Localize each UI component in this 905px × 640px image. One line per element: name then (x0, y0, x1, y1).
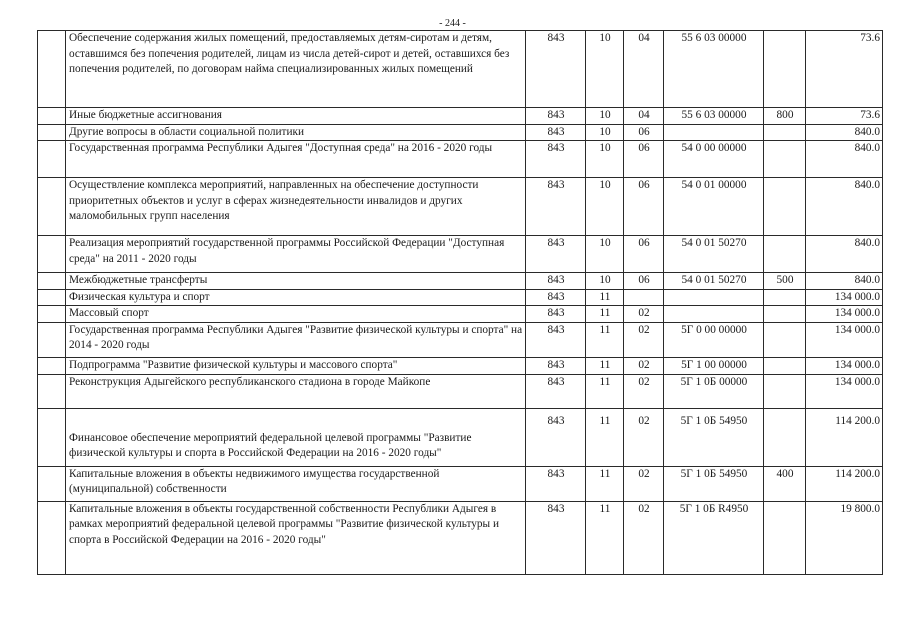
amount: 73.6 (806, 108, 883, 125)
expense-type-code (764, 501, 806, 574)
target-article-code: 5Г 1 0Б R4950 (664, 501, 764, 574)
expense-name: Подпрограмма "Развитие физической культуры и массового спорта" (66, 357, 526, 374)
dept-code: 843 (526, 322, 586, 357)
dept-code: 843 (526, 236, 586, 273)
target-article-code (664, 124, 764, 141)
expense-type-code: 800 (764, 108, 806, 125)
subsection-code: 04 (624, 31, 664, 108)
table-row (38, 178, 883, 236)
section-code: 11 (586, 374, 624, 408)
target-article-code (664, 306, 764, 323)
expense-name: Другие вопросы в области социальной политики (66, 124, 526, 141)
row-marker-cell (38, 108, 66, 125)
subsection-code: 02 (624, 408, 664, 466)
target-article-code: 5Г 1 00 00000 (664, 357, 764, 374)
subsection-code: 02 (624, 306, 664, 323)
expense-type-code (764, 124, 806, 141)
amount: 840.0 (806, 273, 883, 290)
amount: 134 000.0 (806, 357, 883, 374)
amount: 114 200.0 (806, 408, 883, 466)
section-code: 11 (586, 501, 624, 574)
page-number: - 244 - (439, 18, 466, 29)
table-row (38, 124, 883, 141)
table-row (38, 289, 883, 306)
section-code: 10 (586, 273, 624, 290)
dept-code: 843 (526, 273, 586, 290)
expense-type-code (764, 141, 806, 178)
row-marker-cell (38, 273, 66, 290)
amount: 134 000.0 (806, 322, 883, 357)
row-marker-cell (38, 408, 66, 466)
subsection-code: 02 (624, 322, 664, 357)
subsection-code (624, 289, 664, 306)
row-marker-cell (38, 236, 66, 273)
expense-name: Обеспечение содержания жилых помещений, предоставляемых детям-сиротам и детям, оставшимся без попечения родителей, лицам из числа детей-сирот и детей, оставшихся без попечения родителей, по договорам найма специализированных жилых помещений (66, 31, 526, 108)
subsection-code: 02 (624, 466, 664, 501)
dept-code: 843 (526, 374, 586, 408)
expense-name: Физическая культура и спорт (66, 289, 526, 306)
table-row (38, 306, 883, 323)
expense-type-code (764, 178, 806, 236)
amount: 840.0 (806, 236, 883, 273)
subsection-code: 06 (624, 273, 664, 290)
expense-type-code (764, 374, 806, 408)
subsection-code: 02 (624, 501, 664, 574)
target-article-code: 5Г 0 00 00000 (664, 322, 764, 357)
target-article-code: 5Г 1 0Б 00000 (664, 374, 764, 408)
section-code: 11 (586, 289, 624, 306)
dept-code: 843 (526, 141, 586, 178)
table-row (38, 501, 883, 574)
row-marker-cell (38, 501, 66, 574)
target-article-code: 54 0 01 50270 (664, 236, 764, 273)
expense-name: Государственная программа Республики Адыгея "Доступная среда" на 2016 - 2020 годы (66, 141, 526, 178)
dept-code: 843 (526, 357, 586, 374)
target-article-code: 54 0 01 50270 (664, 273, 764, 290)
target-article-code: 5Г 1 0Б 54950 (664, 466, 764, 501)
section-code: 10 (586, 141, 624, 178)
subsection-code: 02 (624, 357, 664, 374)
amount: 134 000.0 (806, 289, 883, 306)
expense-type-code (764, 357, 806, 374)
table-row (38, 273, 883, 290)
expense-name: Межбюджетные трансферты (66, 273, 526, 290)
table-row (38, 357, 883, 374)
amount: 840.0 (806, 124, 883, 141)
amount: 134 000.0 (806, 306, 883, 323)
subsection-code: 06 (624, 178, 664, 236)
dept-code: 843 (526, 289, 586, 306)
expense-type-code: 500 (764, 273, 806, 290)
row-marker-cell (38, 124, 66, 141)
target-article-code: 55 6 03 00000 (664, 31, 764, 108)
dept-code: 843 (526, 408, 586, 466)
subsection-code: 06 (624, 236, 664, 273)
target-article-code (664, 289, 764, 306)
section-code: 10 (586, 236, 624, 273)
amount: 73.6 (806, 31, 883, 108)
table-row (38, 466, 883, 501)
expense-name: Массовый спорт (66, 306, 526, 323)
target-article-code: 54 0 00 00000 (664, 141, 764, 178)
subsection-code: 04 (624, 108, 664, 125)
section-code: 11 (586, 322, 624, 357)
budget-table (37, 30, 883, 575)
subsection-code: 06 (624, 124, 664, 141)
section-code: 10 (586, 178, 624, 236)
section-code: 11 (586, 408, 624, 466)
section-code: 11 (586, 357, 624, 374)
target-article-code: 55 6 03 00000 (664, 108, 764, 125)
expense-name: Государственная программа Республики Адыгея "Развитие физической культуры и спорта" на 2014 - 2020 годы (66, 322, 526, 357)
row-marker-cell (38, 466, 66, 501)
dept-code: 843 (526, 124, 586, 141)
amount: 114 200.0 (806, 466, 883, 501)
expense-name: Реконструкция Адыгейского республиканского стадиона в городе Майкопе (66, 374, 526, 408)
expense-type-code (764, 289, 806, 306)
dept-code: 843 (526, 306, 586, 323)
row-marker-cell (38, 322, 66, 357)
expense-name: Капитальные вложения в объекты недвижимого имущества государственной (муниципальной) собственности (66, 466, 526, 501)
subsection-code: 02 (624, 374, 664, 408)
dept-code: 843 (526, 31, 586, 108)
row-marker-cell (38, 289, 66, 306)
target-article-code: 5Г 1 0Б 54950 (664, 408, 764, 466)
expense-type-code (764, 31, 806, 108)
amount: 19 800.0 (806, 501, 883, 574)
expense-name: Финансовое обеспечение мероприятий федеральной целевой программы "Развитие физической культуры и спорта в Российской Федерации на 2016 - 2020 годы" (66, 408, 526, 466)
expense-name: Иные бюджетные ассигнования (66, 108, 526, 125)
row-marker-cell (38, 141, 66, 178)
section-code: 10 (586, 31, 624, 108)
dept-code: 843 (526, 501, 586, 574)
expense-type-code (764, 236, 806, 273)
amount: 840.0 (806, 178, 883, 236)
table-row (38, 108, 883, 125)
dept-code: 843 (526, 178, 586, 236)
section-code: 10 (586, 124, 624, 141)
table-row (38, 408, 883, 466)
section-code: 11 (586, 306, 624, 323)
amount: 840.0 (806, 141, 883, 178)
section-code: 10 (586, 108, 624, 125)
table-row (38, 141, 883, 178)
row-marker-cell (38, 178, 66, 236)
expense-name: Реализация мероприятий государственной программы Российской Федерации "Доступная среда" на 2011 - 2020 годы (66, 236, 526, 273)
table-row (38, 374, 883, 408)
amount: 134 000.0 (806, 374, 883, 408)
expense-type-code (764, 306, 806, 323)
row-marker-cell (38, 31, 66, 108)
target-article-code: 54 0 01 00000 (664, 178, 764, 236)
expense-name: Капитальные вложения в объекты государственной собственности Республики Адыгея в рамках мероприятий федеральной целевой программы "Развитие физической культуры и спорта в Российской Федерации на 2016 - 2020 годы" (66, 501, 526, 574)
table-row (38, 322, 883, 357)
row-marker-cell (38, 306, 66, 323)
expense-type-code (764, 408, 806, 466)
expense-type-code (764, 322, 806, 357)
dept-code: 843 (526, 108, 586, 125)
dept-code: 843 (526, 466, 586, 501)
table-row (38, 236, 883, 273)
row-marker-cell (38, 374, 66, 408)
table-row (38, 31, 883, 108)
row-marker-cell (38, 357, 66, 374)
expense-name: Осуществление комплекса мероприятий, направленных на обеспечение доступности приоритетных объектов и услуг в сферах жизнедеятельности инвалидов и других маломобильных групп населения (66, 178, 526, 236)
subsection-code: 06 (624, 141, 664, 178)
section-code: 11 (586, 466, 624, 501)
expense-type-code: 400 (764, 466, 806, 501)
